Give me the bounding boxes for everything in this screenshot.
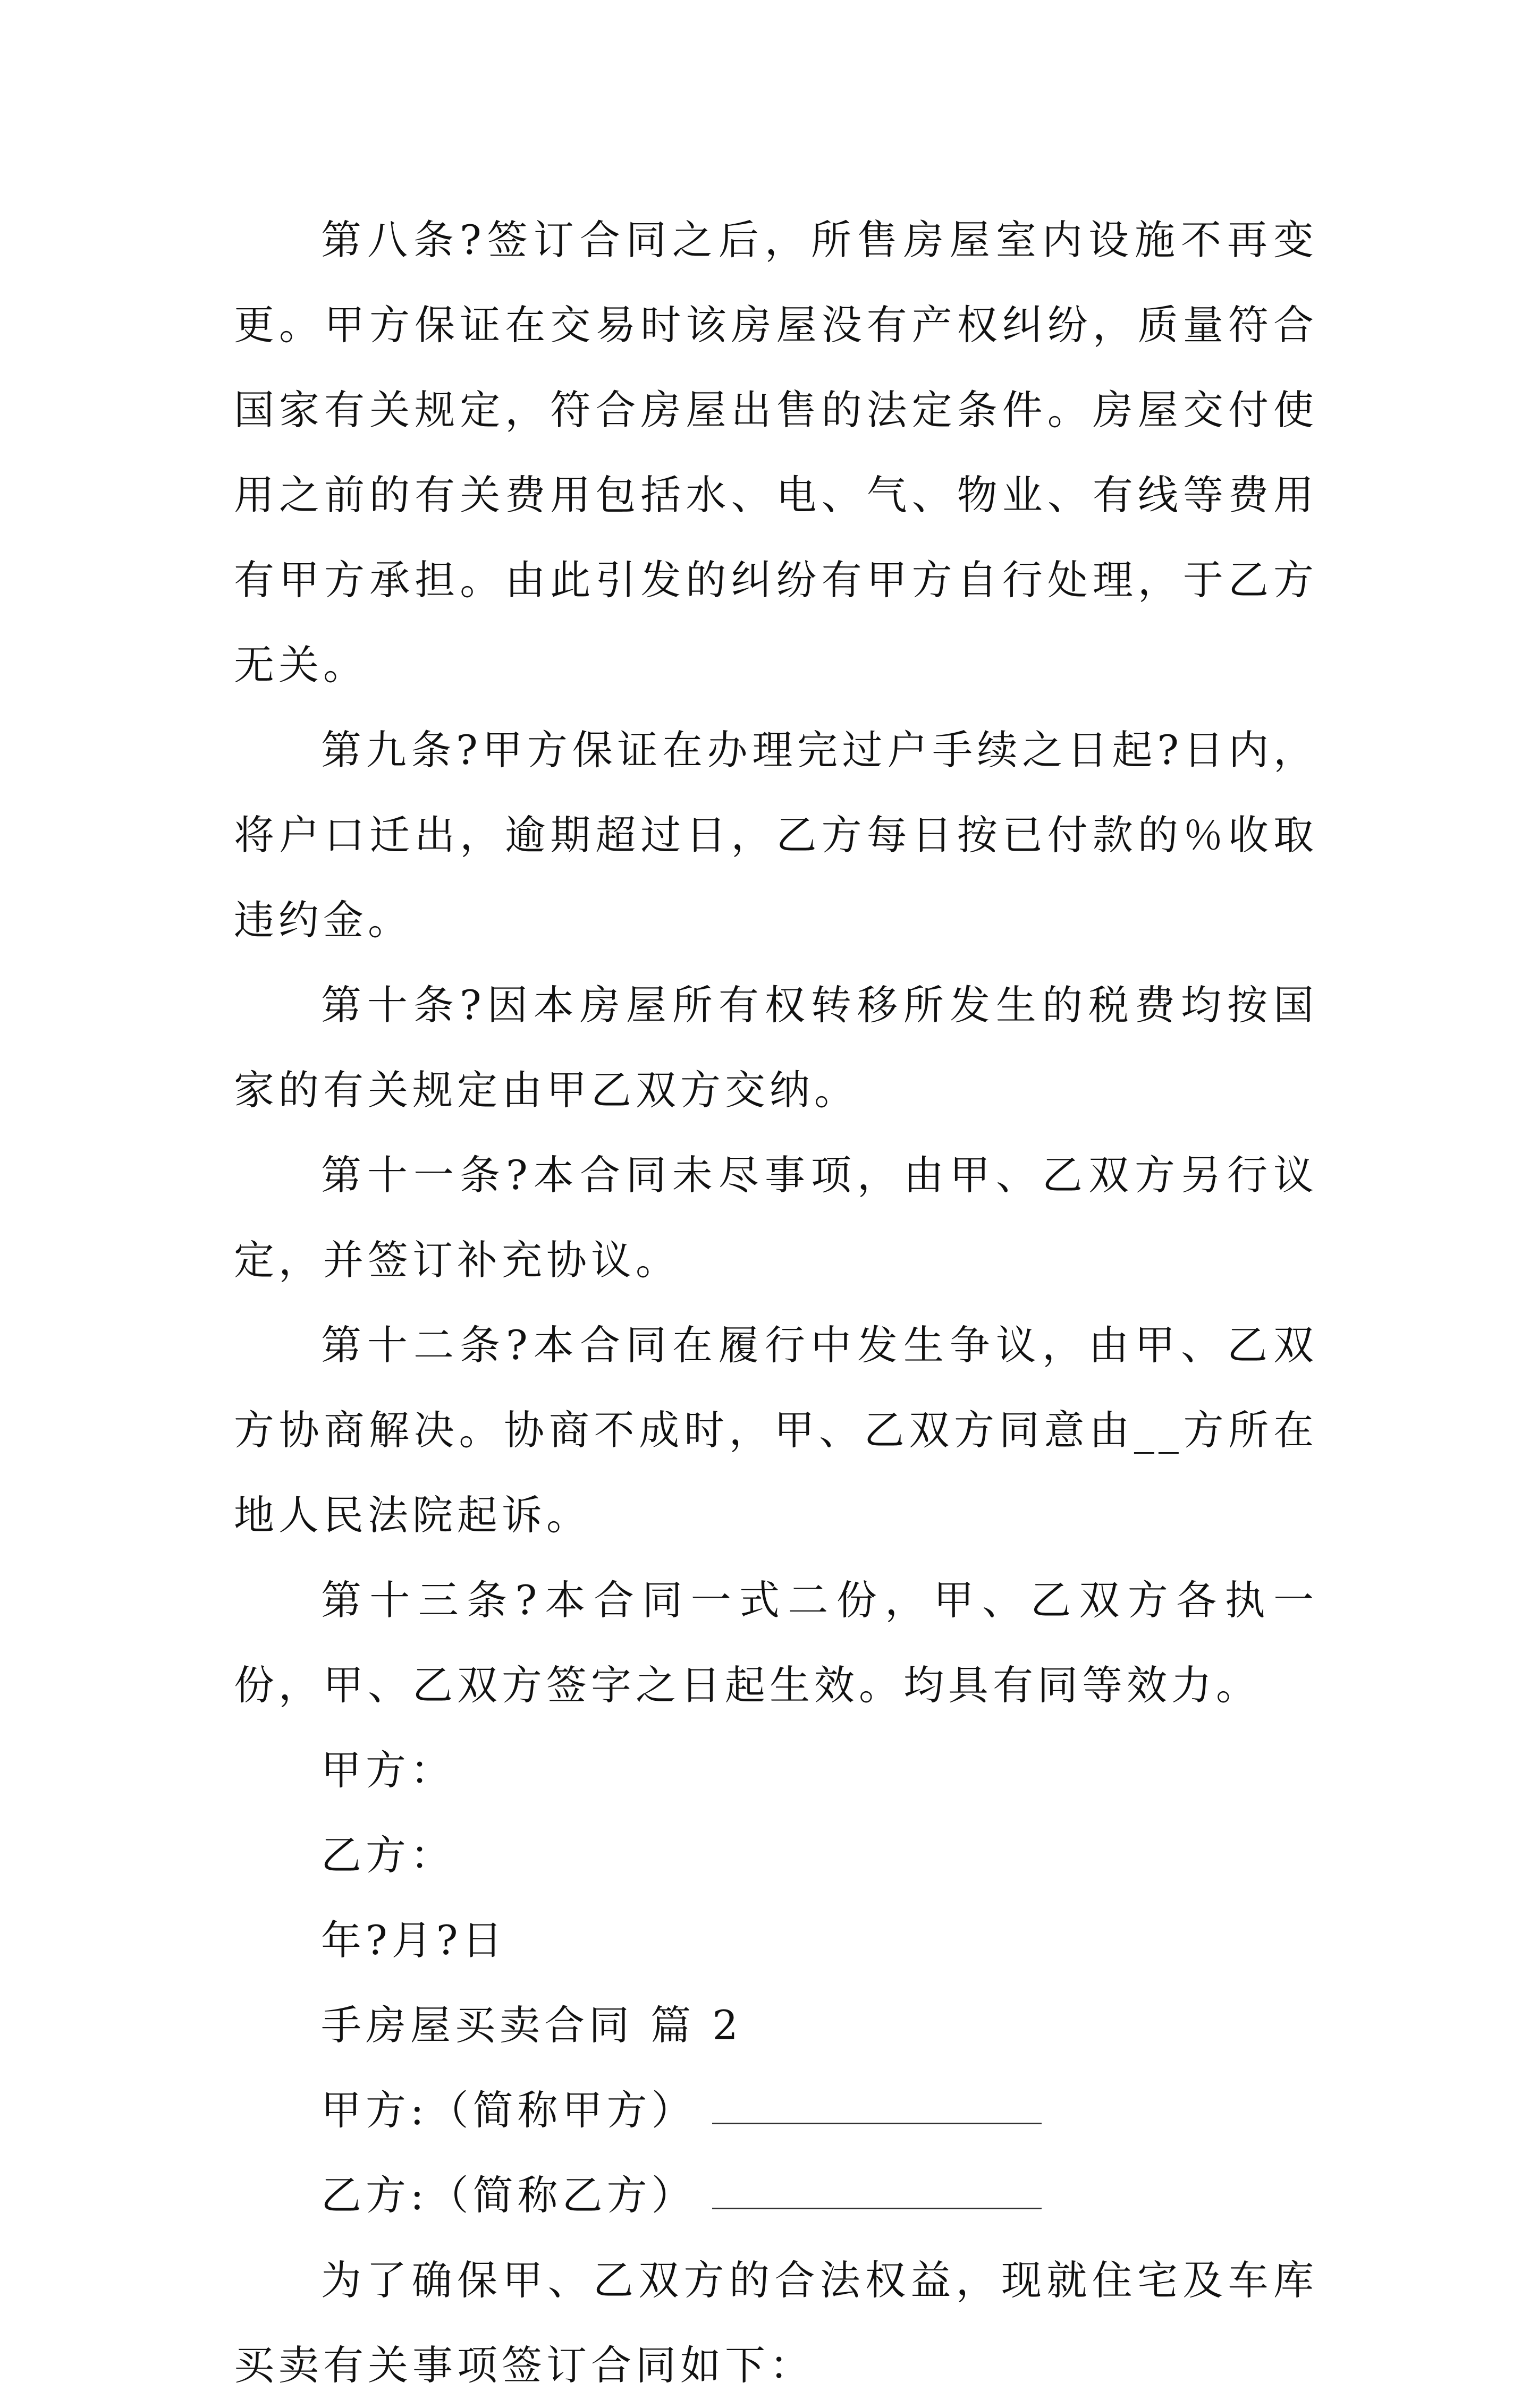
party-b-signature-line: 乙方： (321, 1832, 455, 1879)
article-11-paragraph: 第十一条?本合同未尽事项，由甲、乙双方另行议定，并签订补充协议。 (234, 1151, 1318, 1284)
party-b-name-blank (712, 2176, 1042, 2209)
section-title: 手房屋买卖合同 篇 2 (321, 2002, 742, 2049)
article-13-paragraph: 第十三条?本合同一式二份，甲、乙双方各执一份，甲、乙双方签字之日起生效。均具有同等效力。 (234, 1576, 1318, 1709)
article-12-paragraph: 第十二条?本合同在履行中发生争议，由甲、乙双方协商解决。协商不成时，甲、乙双方同意由__方所在地人民法院起诉。 (234, 1321, 1318, 1539)
party-a-name-label: 甲方:（简称甲方） (321, 2087, 696, 2134)
article-8-paragraph: 第八条?签订合同之后，所售房屋室内设施不再变更。甲方保证在交易时该房屋没有产权纠纷，质量符合国家有关规定，符合房屋出售的法定条件。房屋交付使用之前的有关费用包括水、电、气、物业、有线等费用有甲方承担。由此引发的纠纷有甲方自行处理，于乙方无关。 (234, 216, 1318, 689)
document-body (234, 198, 1318, 2408)
party-a-name-line (234, 2068, 1318, 2153)
intro-paragraph: 为了确保甲、乙双方的合法权益，现就住宅及车库买卖有关事项签订合同如下： (234, 2257, 1318, 2389)
party-a-name-blank (712, 2091, 1042, 2124)
party-b-name-line (234, 2153, 1318, 2238)
date-line: 年?月?日 (321, 1917, 507, 1964)
article-9-paragraph: 第九条?甲方保证在办理完过户手续之日起?日内，将户口迁出，逾期超过日，乙方每日按已付款的％收取违约金。 (234, 726, 1318, 944)
article-10-paragraph: 第十条?因本房屋所有权转移所发生的税费均按国家的有关规定由甲乙双方交纳。 (234, 981, 1318, 1114)
party-a-signature-line: 甲方： (321, 1746, 455, 1794)
party-b-name-label: 乙方:（简称乙方） (321, 2172, 696, 2219)
